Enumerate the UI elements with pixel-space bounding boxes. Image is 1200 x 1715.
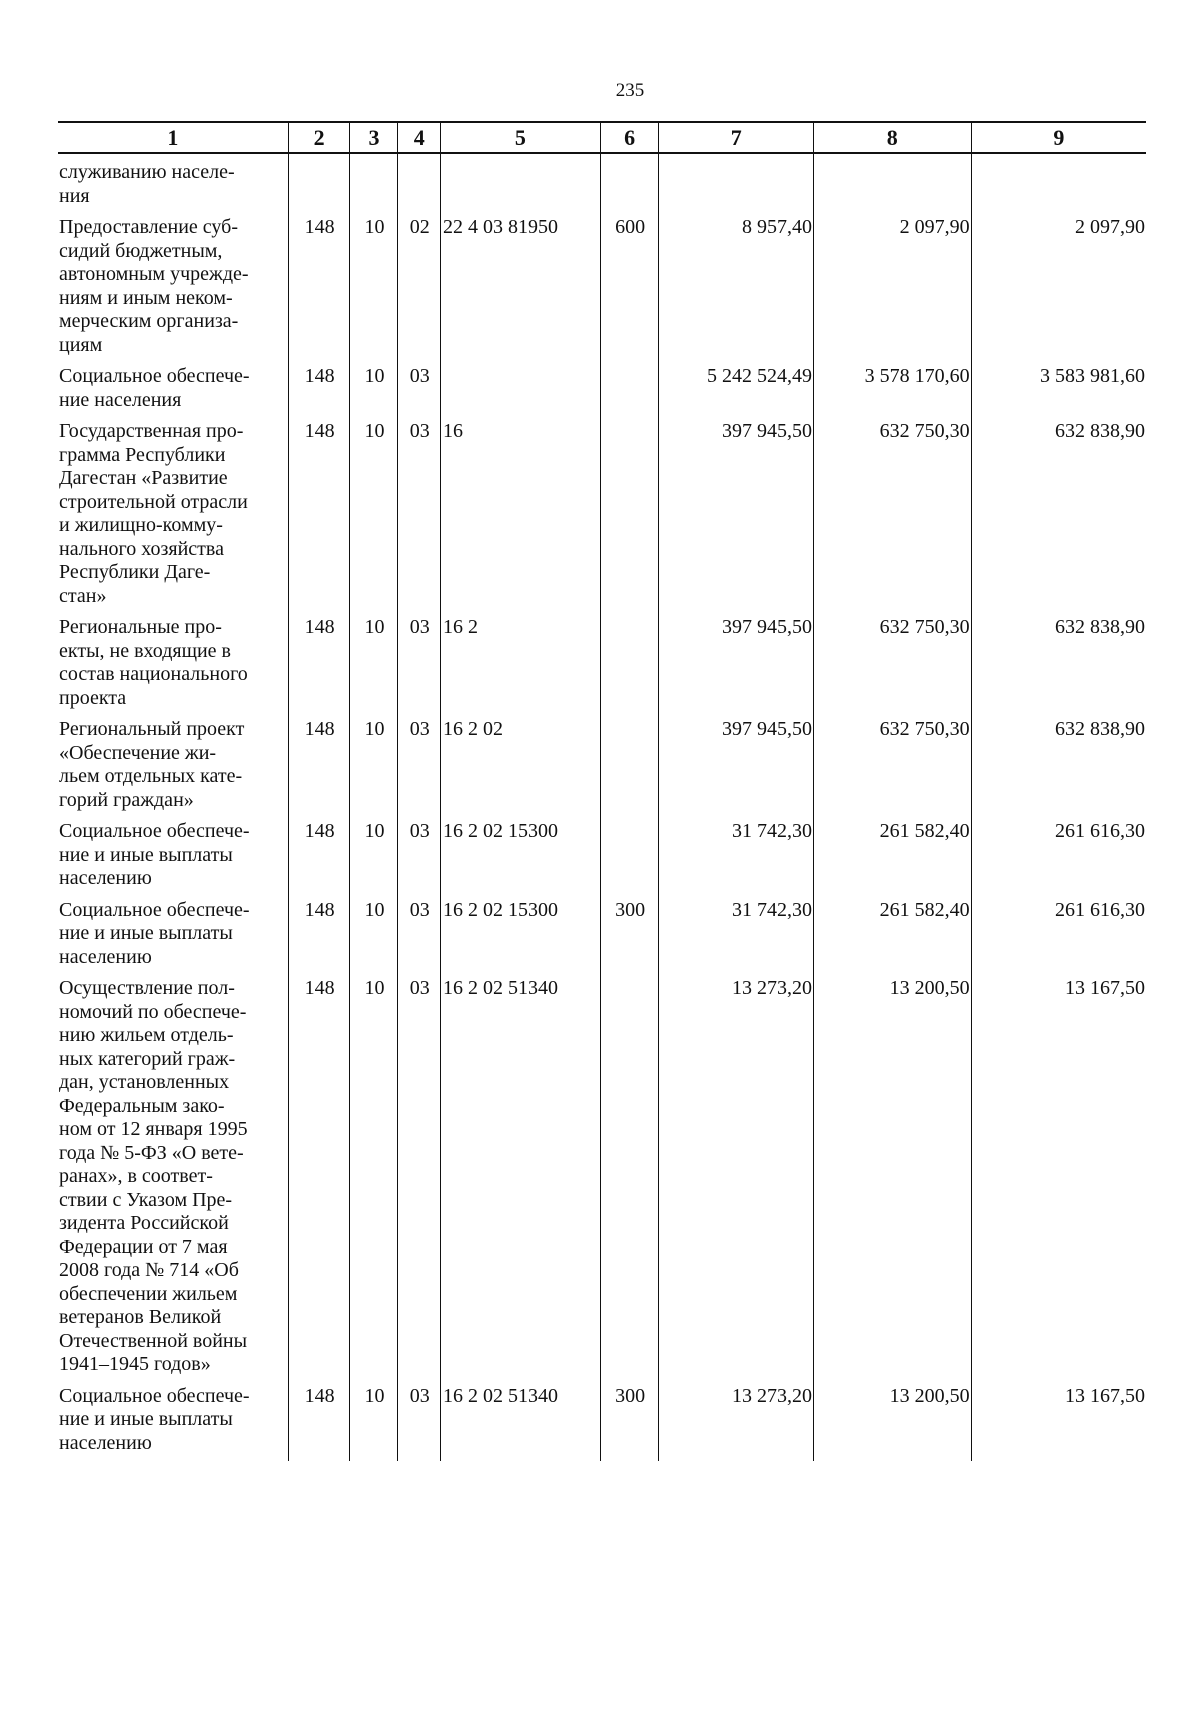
row-name: Социальное обеспече- ние населения	[59, 365, 250, 411]
expense-type	[600, 608, 659, 710]
row-name: Социальное обеспече- ние и иные выплаты населению	[59, 1384, 250, 1454]
subsection-code: 03	[398, 710, 441, 812]
subsection-code: 02	[398, 208, 441, 357]
amount-col8: 13 200,50	[813, 1377, 971, 1461]
expense-type: 600	[600, 208, 659, 357]
section-code: 10	[350, 891, 398, 970]
column-header: 9	[971, 122, 1146, 153]
amount-col9: 632 838,90	[971, 710, 1146, 812]
table-row	[58, 710, 1146, 812]
admin-code: 148	[288, 1377, 350, 1461]
column-header: 1	[58, 122, 288, 153]
admin-code: 148	[288, 891, 350, 970]
column-header: 5	[441, 122, 601, 153]
amount-col7: 397 945,50	[659, 608, 814, 710]
expense-type	[600, 357, 659, 412]
section-code: 10	[350, 969, 398, 1377]
table-row	[58, 153, 1146, 208]
section-code: 10	[350, 208, 398, 357]
section-code: 10	[350, 812, 398, 891]
admin-code: 148	[288, 208, 350, 357]
section-code: 10	[350, 710, 398, 812]
expense-type	[600, 153, 659, 208]
admin-code: 148	[288, 710, 350, 812]
admin-code: 148	[288, 608, 350, 710]
row-name: Региональные про- екты, не входящие в состав национального проекта	[59, 616, 248, 709]
target-article: 16	[441, 412, 601, 608]
row-name: Предоставление суб- сидий бюджетным, автономным учрежде- ниям и иным неком- мерческим организа- циям	[59, 216, 249, 356]
amount-col8	[813, 153, 971, 208]
subsection-code: 03	[398, 608, 441, 710]
amount-col9: 3 583 981,60	[971, 357, 1146, 412]
amount-col8: 632 750,30	[813, 608, 971, 710]
subsection-code: 03	[398, 812, 441, 891]
admin-code: 148	[288, 357, 350, 412]
table-row	[58, 608, 1146, 710]
row-name: Государственная про- грамма Республики Дагестан «Развитие строительной отрасли и жилищно-комму- нального хозяйства Республики Даге- стан»	[59, 420, 248, 607]
column-header: 7	[659, 122, 814, 153]
expense-type	[600, 710, 659, 812]
amount-col8: 261 582,40	[813, 812, 971, 891]
amount-col9: 13 167,50	[971, 969, 1146, 1377]
row-name: Социальное обеспече- ние и иные выплаты населению	[59, 898, 250, 968]
row-name: служиванию населе- ния	[59, 161, 235, 207]
table-row	[58, 812, 1146, 891]
subsection-code	[398, 153, 441, 208]
table-row	[58, 1377, 1146, 1461]
column-header: 6	[600, 122, 659, 153]
expense-type	[600, 969, 659, 1377]
amount-col8: 261 582,40	[813, 891, 971, 970]
row-name: Региональный проект «Обеспечение жи- льем отдельных кате- горий граждан»	[59, 718, 245, 811]
expense-type: 300	[600, 1377, 659, 1461]
row-name: Осуществление пол- номочий по обеспече- нию жильем отдель- ных категорий граж- дан, установленных Федеральным зако- ном от 12 января 1995 года № 5-ФЗ «О вете- ранах», в соответ- ствии с Указом Пре- зидента Российской Федерации от 7 мая 2008 года № 714 «Об обеспечении жильем ветеранов Великой Отечественной войны 1941–1945 годов»	[59, 977, 248, 1375]
expense-type: 300	[600, 891, 659, 970]
amount-col8: 2 097,90	[813, 208, 971, 357]
target-article: 16 2 02 51340	[441, 969, 601, 1377]
amount-col7: 5 242 524,49	[659, 357, 814, 412]
amount-col8: 13 200,50	[813, 969, 971, 1377]
page-number: 235	[615, 80, 645, 101]
subsection-code: 03	[398, 891, 441, 970]
budget-table	[58, 121, 1146, 1461]
target-article: 22 4 03 81950	[441, 208, 601, 357]
table-row	[58, 208, 1146, 357]
admin-code: 148	[288, 812, 350, 891]
target-article: 16 2 02	[441, 710, 601, 812]
row-name: Социальное обеспече- ние и иные выплаты населению	[59, 820, 250, 889]
column-header: 8	[813, 122, 971, 153]
target-article: 16 2 02 51340	[441, 1377, 601, 1461]
amount-col9: 632 838,90	[971, 608, 1146, 710]
amount-col9: 261 616,30	[971, 891, 1146, 970]
section-code	[350, 153, 398, 208]
section-code: 10	[350, 1377, 398, 1461]
amount-col7	[659, 153, 814, 208]
column-header: 4	[398, 122, 441, 153]
admin-code: 148	[288, 412, 350, 608]
target-article	[441, 153, 601, 208]
table-body	[58, 153, 1146, 1461]
column-header: 3	[350, 122, 398, 153]
amount-col7: 31 742,30	[659, 812, 814, 891]
subsection-code: 03	[398, 1377, 441, 1461]
amount-col9: 261 616,30	[971, 812, 1146, 891]
table-row	[58, 891, 1146, 970]
table-row	[58, 412, 1146, 608]
target-article: 16 2 02 15300	[441, 812, 601, 891]
expense-type	[600, 812, 659, 891]
target-article	[441, 357, 601, 412]
table-row	[58, 969, 1146, 1377]
expense-type	[600, 412, 659, 608]
section-code: 10	[350, 608, 398, 710]
target-article: 16 2	[441, 608, 601, 710]
amount-col8: 3 578 170,60	[813, 357, 971, 412]
admin-code: 148	[288, 969, 350, 1377]
section-code: 10	[350, 357, 398, 412]
table-row	[58, 357, 1146, 412]
amount-col9: 632 838,90	[971, 412, 1146, 608]
column-header: 2	[288, 122, 350, 153]
amount-col7: 397 945,50	[659, 412, 814, 608]
amount-col7: 397 945,50	[659, 710, 814, 812]
subsection-code: 03	[398, 357, 441, 412]
admin-code	[288, 153, 350, 208]
subsection-code: 03	[398, 412, 441, 608]
amount-col8: 632 750,30	[813, 710, 971, 812]
amount-col9: 2 097,90	[971, 208, 1146, 357]
amount-col9	[971, 153, 1146, 208]
amount-col7: 13 273,20	[659, 969, 814, 1377]
amount-col7: 31 742,30	[659, 891, 814, 970]
amount-col9: 13 167,50	[971, 1377, 1146, 1461]
amount-col7: 13 273,20	[659, 1377, 814, 1461]
subsection-code: 03	[398, 969, 441, 1377]
section-code: 10	[350, 412, 398, 608]
amount-col7: 8 957,40	[659, 208, 814, 357]
header-row	[58, 122, 1146, 153]
target-article: 16 2 02 15300	[441, 891, 601, 970]
amount-col8: 632 750,30	[813, 412, 971, 608]
